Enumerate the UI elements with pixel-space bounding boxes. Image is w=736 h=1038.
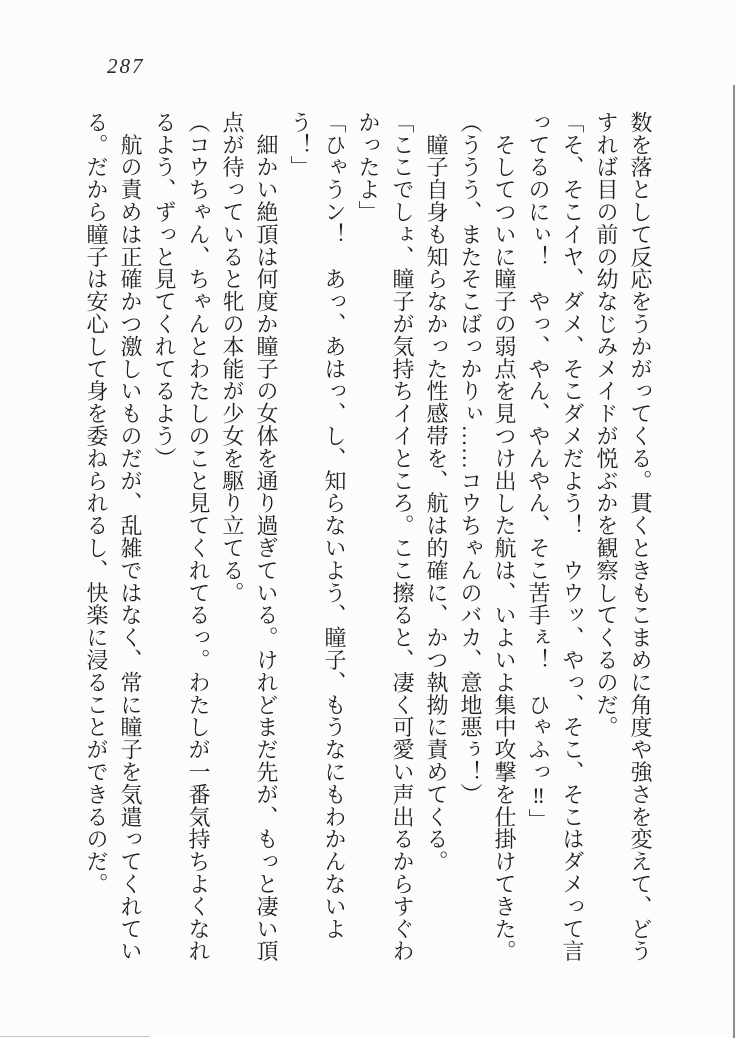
- text-line: 点が待っていると牝の本能が少女を駆り立てる。: [220, 111, 245, 604]
- text-line: ってるのにぃ！ やっ、やん、やんやん、そこ苦手ぇ！ ひゃふっ‼」: [526, 111, 551, 831]
- text-line: かったよ」: [356, 111, 381, 223]
- text-line: 「ここでしょ、瞳子が気持ちイイところ。ここ擦ると、凄く可愛い声出るからすぐわ: [390, 111, 415, 963]
- text-line: 細かい絶頂は何度か瞳子の女体を通り過ぎている。けれどまだ先が、もっと凄い頂: [254, 111, 279, 963]
- text-line: 航の責めは正確かつ激しいものだが、乱雑ではなく、常に瞳子を気遣ってくれてい: [118, 111, 143, 963]
- text-line: （ううう、またそこばっかりぃ……コウちゃんのバカ、意地悪ぅ！）: [458, 111, 483, 806]
- text-line: 瞳子自身も知らなかった性感帯を、航は的確に、かつ執拗に責めてくる。: [424, 111, 449, 873]
- text-line: う！」: [288, 111, 313, 179]
- text-line: 数を落として反応をうかがってくる。貫くときもこまめに角度や強さを変えて、どう: [628, 111, 653, 963]
- body-text: [79, 111, 657, 969]
- text-line: る。だから瞳子は安心して身を委ねられるし、快楽に浸ることができるのだ。: [84, 111, 109, 895]
- text-line: るよう、ずっと見てくれてるよう）: [152, 111, 177, 470]
- page-edge-line: [733, 85, 735, 1038]
- text-line: すれば目の前の幼なじみメイドが悦ぶかを観察してくるのだ。: [594, 111, 619, 739]
- page-bottom-edge-line: [0, 1036, 150, 1037]
- page-number: 287: [107, 54, 145, 78]
- text-line: （コウちゃん、ちゃんとわたしのこと見てくれてるっ。わたしが一番気持ちよくなれ: [186, 111, 211, 963]
- text-line: そしてついに瞳子の弱点を見つけ出した航は、いよいよ集中攻撃を仕掛けてきた。: [492, 111, 517, 963]
- text-line: 「そ、そこイヤ、ダメ、そこダメだよう！ ウウッ、やっ、そこ、そこはダメって言: [560, 111, 585, 963]
- text-line: 「ひゃうン！ あっ、あはっ、し、知らないよう、瞳子、もうなにもわかんないよ: [322, 111, 347, 940]
